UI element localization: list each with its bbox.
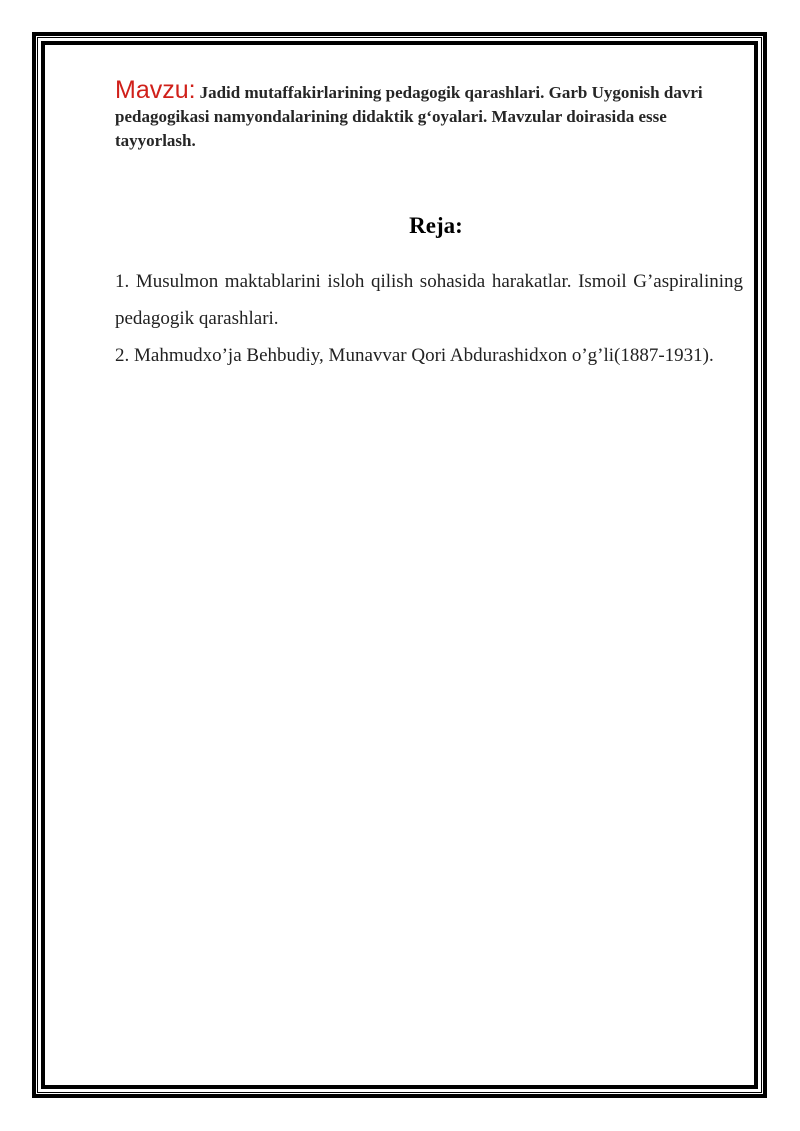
topic-heading — [115, 78, 743, 153]
plan-list — [115, 263, 743, 374]
page-content — [115, 78, 743, 374]
plan-title: Reja: — [409, 213, 463, 238]
plan-item: 1. Musulmon maktablarini isloh qilish sohasida harakatlar. Ismoil G’aspiralining pedagogik qarashlari. — [115, 271, 743, 329]
plan-item: 2. Mahmudxo’ja Behbudiy, Munavvar Qori Abdurashidxon o’g’li(1887-1931). — [115, 345, 714, 366]
topic-label: Mavzu: — [115, 76, 196, 104]
topic-text: Jadid mutaffakirlarining pedagogik qarashlari. Garb Uygonish davri pedagogikasi namyondalarining didaktik g‘oyalari. Mavzular doirasida esse tayyorlash. — [115, 83, 703, 150]
